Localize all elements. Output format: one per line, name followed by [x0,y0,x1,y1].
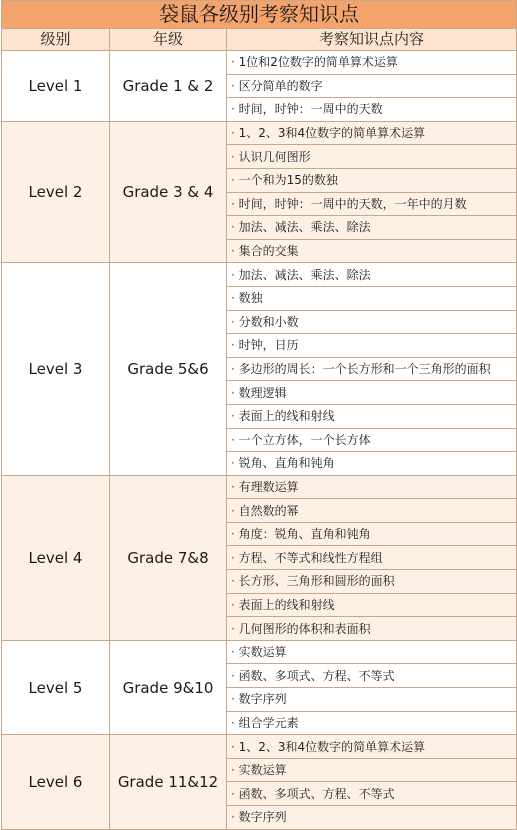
level-cell: Level 3 [2,263,110,475]
grade-cell: Grade 1 & 2 [110,51,227,122]
knowledge-point-item: · 数独 [227,286,517,310]
knowledge-point-item: · 加法、减法、乘法、除法 [227,216,517,240]
knowledge-point-item: · 1、2、3和4位数字的简单算术运算 [227,735,517,759]
knowledge-point-item: · 组合学元素 [227,711,517,735]
knowledge-point-item: · 一个立方体，一个长方体 [227,428,517,452]
grade-cell: Grade 3 & 4 [110,121,227,263]
knowledge-point-item: · 时间，时钟：一周中的天数 [227,98,517,122]
knowledge-point-item: · 实数运算 [227,758,517,782]
level-cell: Level 1 [2,51,110,122]
knowledge-point-item: · 认识几何图形 [227,145,517,169]
table-title: 袋鼠各级别考察知识点 [2,1,517,29]
knowledge-point-item: · 几何图形的体积和表面积 [227,617,517,641]
knowledge-point-item: · 函数、多项式、方程、不等式 [227,782,517,806]
knowledge-point-item: · 1位和2位数字的简单算术运算 [227,51,517,75]
knowledge-point-item: · 时钟，日历 [227,334,517,358]
table-row [2,475,517,499]
header-grade: 年级 [110,29,227,51]
level-cell: Level 4 [2,475,110,640]
knowledge-points-table [1,0,517,830]
knowledge-point-item: · 集合的交集 [227,239,517,263]
knowledge-point-item: · 数字序列 [227,806,517,830]
table-title-row [2,1,517,29]
knowledge-point-item: · 时间，时钟：一周中的天数，一年中的月数 [227,192,517,216]
knowledge-point-item: · 自然数的幂 [227,499,517,523]
level-cell: Level 5 [2,640,110,734]
grade-cell: Grade 5&6 [110,263,227,475]
knowledge-point-item: · 表面上的线和射线 [227,404,517,428]
grade-cell: Grade 11&12 [110,735,227,829]
table-row [2,121,517,145]
grade-cell: Grade 9&10 [110,640,227,734]
knowledge-point-item: · 函数、多项式、方程、不等式 [227,664,517,688]
knowledge-point-item: · 锐角、直角和钝角 [227,452,517,476]
knowledge-point-item: · 加法、减法、乘法、除法 [227,263,517,287]
level-cell: Level 6 [2,735,110,829]
knowledge-point-item: · 1、2、3和4位数字的简单算术运算 [227,121,517,145]
knowledge-point-item: · 方程、不等式和线性方程组 [227,546,517,570]
table-row [2,640,517,664]
knowledge-point-item: · 一个和为15的数独 [227,168,517,192]
knowledge-point-item: · 实数运算 [227,640,517,664]
knowledge-point-item: · 数字序列 [227,688,517,712]
knowledge-point-item: · 区分简单的数字 [227,74,517,98]
knowledge-point-item: · 分数和小数 [227,310,517,334]
knowledge-point-item: · 数理逻辑 [227,381,517,405]
level-cell: Level 2 [2,121,110,263]
header-content: 考察知识点内容 [227,29,517,51]
table-body [2,51,517,830]
knowledge-point-item: · 长方形、三角形和圆形的面积 [227,570,517,594]
table-row [2,735,517,759]
knowledge-point-item: · 表面上的线和射线 [227,593,517,617]
table-row [2,51,517,75]
table-header-row [2,29,517,51]
table-row [2,263,517,287]
knowledge-point-item: · 多边形的周长：一个长方形和一个三角形的面积 [227,357,517,381]
knowledge-point-item: · 有理数运算 [227,475,517,499]
grade-cell: Grade 7&8 [110,475,227,640]
header-level: 级别 [2,29,110,51]
knowledge-point-item: · 角度：锐角、直角和钝角 [227,522,517,546]
